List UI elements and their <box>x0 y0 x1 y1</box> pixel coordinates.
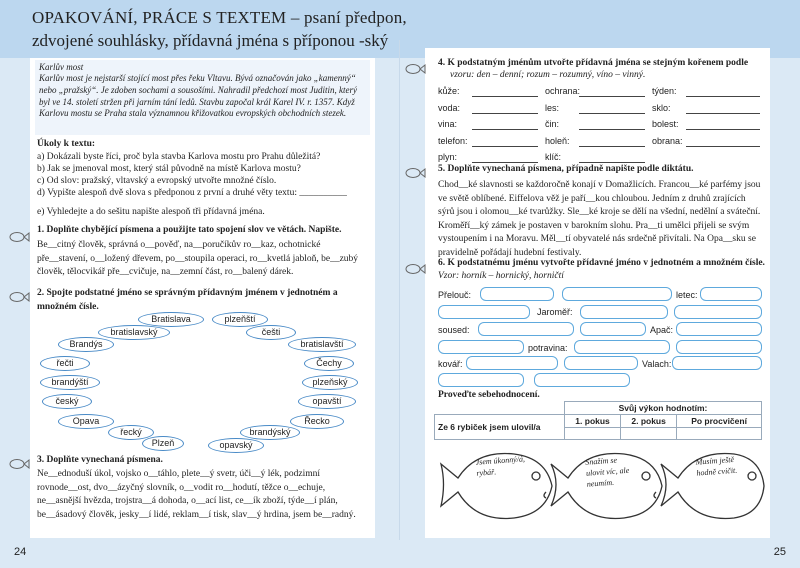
oval-word[interactable]: Řecko <box>290 414 344 429</box>
task-a: a) Dokázali byste říci, proč byla stavba Karlova mostu pro Prahu důležitá? <box>37 152 321 162</box>
ex6-word: Jaroměř: <box>537 307 573 317</box>
ex4-word: voda: <box>438 102 461 113</box>
ex4-title: 4. K podstatným jménům utvořte přídavná jména se stejným kořenem podle <box>438 58 749 68</box>
oval-word[interactable]: češti <box>246 325 296 340</box>
oval-word[interactable]: řecký <box>108 425 154 440</box>
ex4-word: kůže: <box>438 86 460 96</box>
fish-text-1: Jsem úkonný/á, rybář. <box>475 454 526 478</box>
ex6-title: 6. K podstatnému jménu vytvořte přídavné jméno v jednotném a množném čísle. <box>438 258 765 268</box>
ex4-answer-line[interactable] <box>686 121 760 130</box>
answer-box[interactable] <box>574 340 670 354</box>
fish-icon <box>8 290 30 304</box>
ex4-answer-line[interactable] <box>472 105 538 114</box>
self-eval-table <box>434 401 762 440</box>
ex4-answer-line[interactable] <box>472 121 538 130</box>
ex4-word: týden: <box>652 86 677 96</box>
ex4-answer-line[interactable] <box>579 105 645 114</box>
table-cell[interactable] <box>621 428 677 440</box>
fish-icon <box>404 62 426 76</box>
ex4-answer-line[interactable] <box>579 138 645 147</box>
oval-word[interactable]: opavský <box>208 438 264 453</box>
ex3-title: 3. Doplňte vynechaná písmena. <box>37 455 163 465</box>
oval-word[interactable]: český <box>42 394 92 409</box>
reading-title: Karlův most <box>39 62 84 72</box>
page-title <box>32 8 407 28</box>
ex4-word: ochrana: <box>545 86 581 96</box>
ex6-word: letec: <box>676 290 698 300</box>
ex3-text: Ne__ednoduší úkol, vojsko o__táhlo, plete__ý svetr, úči__ý lék, podzimní rovnode__ost, dvo__ázyčný slovník, o__vodit ro__hodutí, těžce o__echuje, ne__asnější hvězda, trojstra__á dohoda, o__ací list, ce__ík zboží, týde__í plán, be__ásadový člověk, jesky__í lidé, reklam__í tisk, slav__ý hrdina, jsem be__radný. <box>37 469 356 520</box>
ex4-answer-line[interactable] <box>686 88 760 97</box>
ex4-answer-line[interactable] <box>579 121 645 130</box>
page-fold <box>399 40 400 540</box>
ex4-answer-line[interactable] <box>686 138 760 147</box>
ex6-word: Přelouč: <box>438 290 472 300</box>
ex6-word: potravina: <box>528 343 568 353</box>
answer-box[interactable] <box>676 340 762 354</box>
answer-box[interactable] <box>676 322 762 336</box>
oval-word[interactable]: Plzeň <box>142 436 184 451</box>
oval-word[interactable]: Čechy <box>304 356 354 371</box>
ex4-example: vzoru: den – denní; rozum – rozumný, víno – vinný. <box>450 70 646 80</box>
oval-word[interactable]: brandýský <box>240 425 300 440</box>
ex4-word: vina: <box>438 119 458 129</box>
answer-box[interactable] <box>438 373 524 387</box>
tasks-title: Úkoly k textu: <box>37 139 96 149</box>
self-eval-title: Proveďte sebehodnocení. <box>438 390 540 400</box>
ex6-word: soused: <box>438 325 470 335</box>
ex1-text: Be__citný člověk, správná o__pověď, na__poručíkův ro__kaz, ochotnické pře__stavení, o__ložený dřevem, po__stoupila operaci, ro__kvetlá jabloň, be__zubý člověk, tělocvikář pře__cvičuje, na__zemní část, ro__balený dárek. <box>37 240 359 277</box>
table-row-label: Ze 6 rybiček jsem ulovil/a <box>435 415 565 440</box>
ex4-word: klíč: <box>545 152 562 162</box>
answer-box[interactable] <box>580 322 646 336</box>
oval-word[interactable]: bratislavský <box>98 325 170 340</box>
oval-word[interactable]: řečti <box>40 356 90 371</box>
ex1-title: 1. Doplňte chybějící písmena a použijte tato spojení slov ve větách. Napište. <box>37 225 342 235</box>
title-caps: OPAKOVÁNÍ, PRÁCE S TEXTEM <box>32 8 287 27</box>
table-caption: Svůj výkon hodnotím: <box>565 402 762 415</box>
ex4-word: telefon: <box>438 135 468 146</box>
fish-icon <box>404 262 426 276</box>
table-cell[interactable] <box>677 428 762 440</box>
oval-word[interactable]: bratislavští <box>288 337 356 352</box>
answer-box[interactable] <box>564 356 638 370</box>
ex6-example: Vzor: horník – hornický, horničtí <box>438 271 564 281</box>
fish-text-3: Musím ještě hodně cvičit. <box>695 454 738 478</box>
ex4-answer-line[interactable] <box>686 105 760 114</box>
page-number-left: 24 <box>14 546 27 558</box>
ex2-title: 2. Spojte podstatné jméno se správným přídavným jménem v jednotném a množném čísle. <box>37 288 338 312</box>
ex4-answer-line[interactable] <box>472 138 538 147</box>
ex4-word: plyn: <box>438 152 458 162</box>
answer-box[interactable] <box>534 373 630 387</box>
reading-box <box>35 60 370 135</box>
table-cell[interactable] <box>565 428 621 440</box>
oval-word[interactable]: Opava <box>58 414 114 429</box>
fish-icon <box>8 230 30 244</box>
answer-box[interactable] <box>562 287 672 301</box>
reading-text: Karlův most je nejstarší stojící most přes řeku Vltavu. Bývá označován jako „kamenný“ nebo „pražský“. Je zdoben sochami a sousošími. Nahradil předchozí most Juditin, který byl ve 14. století stržen při jarním tání ledů. Stavbu započal král Karel IV. r. 1357. Když Karlovu mostu se Praha stala významnou křižovatkou evropských obchodních stezek. <box>39 73 357 119</box>
answer-box[interactable] <box>478 322 574 336</box>
table-header: Po procvičení <box>677 415 762 428</box>
ex4-word: sklo: <box>652 102 671 113</box>
ex5-text: Chod__ké slavnosti se každoročně konají v Domažlicích. Francou__ké parfémy jsou ve světě oblíbené. Eiffelova věž je paří__kou chloubou. Jedním z druhů zrajících sýrů jsou i olomou__ké tvarůžky. Sle__ké kroje se dělí na všední, nedělní a sváteční. Kroměří__ký zámek je postaven v barokním slohu. Pra__ti umělci přijeli se svým vystoupením i na Moravu. Měl__tí obyvatelé nás srdečně přivítali. Na Opa__sku se pravidelně pořádají hudební festivaly. <box>438 180 761 258</box>
ex4-word: holeň: <box>545 135 570 146</box>
task-c: c) Od slov: pražský, vltavský a evropský utvořte množné číslo. <box>37 176 277 186</box>
oval-word[interactable]: plzeňský <box>302 375 358 390</box>
task-e: e) Vyhledejte a do sešitu napište alespoň tři přídavná jména. <box>37 207 265 217</box>
ex4-answer-line[interactable] <box>472 154 538 163</box>
ex4-answer-line[interactable] <box>579 154 645 163</box>
ex4-word: obrana: <box>652 135 683 146</box>
ex4-word: bolest: <box>652 119 679 129</box>
page-number-right: 25 <box>773 546 786 558</box>
oval-word[interactable]: plzeňští <box>212 312 268 327</box>
task-d: d) Vypište alespoň dvě slova s předponou z první a druhé věty textu: __________ <box>37 188 347 198</box>
page-subtitle: zdvojené souhlásky, přídavná jména s příponou -ský <box>32 31 389 50</box>
table-header: 2. pokus <box>621 415 677 428</box>
answer-box[interactable] <box>700 287 762 301</box>
ex5-title: 5. Doplňte vynechaná písmena, případně napište podle diktátu. <box>438 164 694 174</box>
table-header: 1. pokus <box>565 415 621 428</box>
oval-word[interactable]: brandýští <box>40 375 100 390</box>
answer-box[interactable] <box>438 305 530 319</box>
ex4-answer-line[interactable] <box>579 88 645 97</box>
fish-icon <box>404 166 426 180</box>
ex4-word: čin: <box>545 119 560 129</box>
fish-icon <box>8 457 30 471</box>
answer-box[interactable] <box>672 356 762 370</box>
answer-box[interactable] <box>438 340 524 354</box>
ex6-word: Apač: <box>650 325 674 335</box>
ex6-word: kovář: <box>438 359 463 369</box>
ex4-answer-line[interactable] <box>472 88 538 97</box>
title-rest: – psaní předpon, <box>290 8 407 27</box>
fish-text-2: Snažím se ulovit víc, ale neumím. <box>584 455 630 489</box>
task-b: b) Jak se jmenoval most, který stál původně na místě Karlova mostu? <box>37 164 301 174</box>
answer-box[interactable] <box>466 356 558 370</box>
ex6-word: Valach: <box>642 359 672 369</box>
oval-word[interactable]: Brandýs <box>58 337 114 352</box>
ex4-word: les: <box>545 102 560 113</box>
answer-box[interactable] <box>674 305 762 319</box>
answer-box[interactable] <box>580 305 668 319</box>
oval-word[interactable]: opavští <box>298 394 356 409</box>
answer-box[interactable] <box>480 287 554 301</box>
oval-word[interactable]: Bratislava <box>138 312 204 327</box>
